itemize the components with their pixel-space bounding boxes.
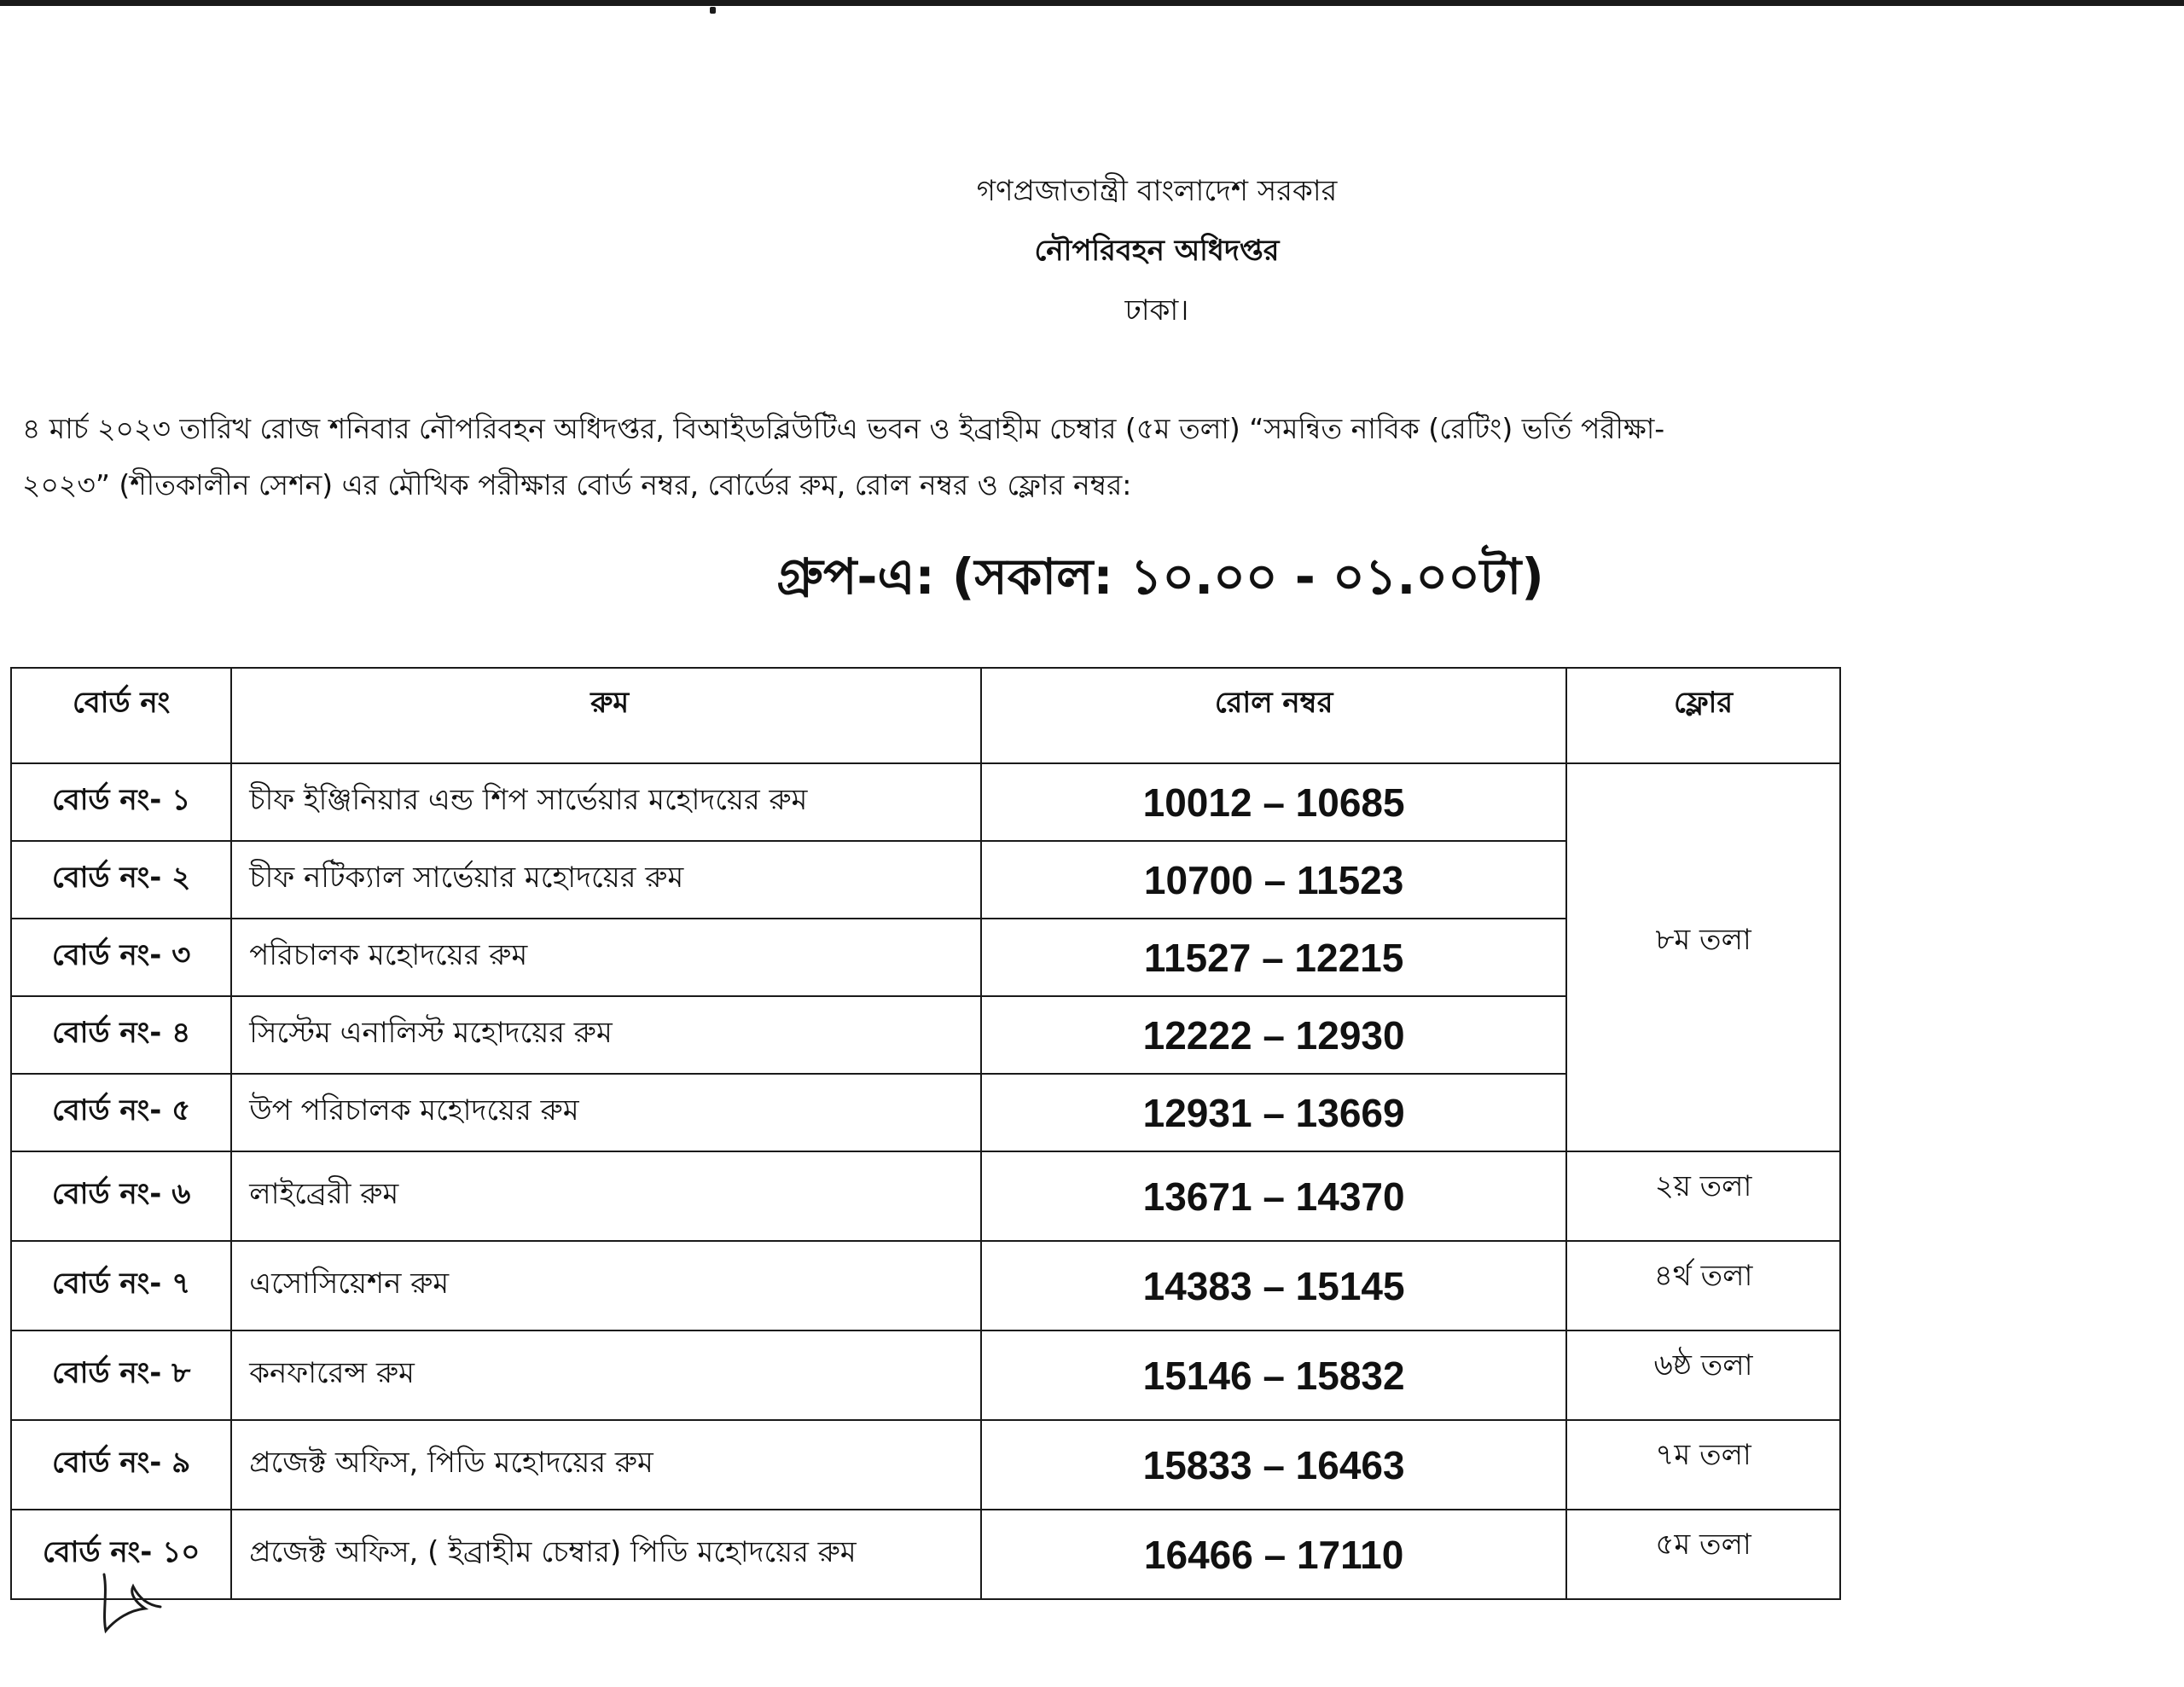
department-title: নৌপরিবহন অধিদপ্তর — [1034, 234, 1280, 268]
table-row — [11, 1510, 1840, 1599]
roll-cell: 13671 – 14370 — [981, 1151, 1566, 1241]
room-cell: প্রজেক্ট অফিস, ( ইব্রাহীম চেম্বার) পিডি মহোদয়ের রুম — [231, 1510, 981, 1599]
roll-cell: 12931 – 13669 — [981, 1074, 1566, 1151]
roll-cell: 16466 – 17110 — [981, 1510, 1566, 1599]
room-cell: সিস্টেম এনালিস্ট মহোদয়ের রুম — [231, 996, 981, 1074]
header-floor: ফ্লোর — [1566, 668, 1840, 763]
city-title: ঢাকা। — [1124, 293, 1189, 328]
board-cell: বোর্ড নং- ৪ — [11, 996, 231, 1074]
board-cell: বোর্ড নং- ৭ — [11, 1241, 231, 1330]
table-row — [11, 763, 1840, 841]
board-cell: বোর্ড নং- ১ — [11, 763, 231, 841]
room-cell: প্রজেক্ট অফিস, পিডি মহোদয়ের রুম — [231, 1420, 981, 1510]
board-cell: বোর্ড নং- ৬ — [11, 1151, 231, 1241]
government-title: গণপ্রজাতান্ত্রী বাংলাদেশ সরকার — [976, 174, 1338, 208]
table-row — [11, 1151, 1840, 1241]
top-border-line — [0, 0, 2184, 6]
room-cell: উপ পরিচালক মহোদয়ের রুম — [231, 1074, 981, 1151]
roll-cell: 10700 – 11523 — [981, 841, 1566, 919]
header-room: রুম — [231, 668, 981, 763]
table-row — [11, 1241, 1840, 1330]
table-row — [11, 1074, 1840, 1151]
floor-cell: ৬ষ্ঠ তলা — [1566, 1330, 1840, 1420]
floor-cell: ৭ম তলা — [1566, 1420, 1840, 1510]
room-cell: কনফারেন্স রুম — [231, 1330, 981, 1420]
room-cell: এসোসিয়েশন রুম — [231, 1241, 981, 1330]
room-cell: চীফ নটিক্যাল সার্ভেয়ার মহোদয়ের রুম — [231, 841, 981, 919]
intro-line-1: ৪ মার্চ ২০২৩ তারিখ রোজ শনিবার নৌপরিবহন অধিদপ্তর, বিআইডব্লিউটিএ ভবন ও ইব্রাহীম চেম্বার (৫ম তলা) “সমন্বিত নাবিক (রেটিং) ভর্তি পরীক্ষা- — [22, 412, 1665, 445]
room-cell: পরিচালক মহোদয়ের রুম — [231, 919, 981, 996]
floor-cell: ২য় তলা — [1566, 1151, 1840, 1241]
board-cell: বোর্ড নং- ৩ — [11, 919, 231, 996]
board-schedule-table — [10, 667, 1841, 1600]
roll-cell: 11527 – 12215 — [981, 919, 1566, 996]
roll-cell: 15146 – 15832 — [981, 1330, 1566, 1420]
floor-cell-merged: ৮ম তলা — [1566, 763, 1840, 1151]
table-row — [11, 996, 1840, 1074]
room-cell: লাইব্রেরী রুম — [231, 1151, 981, 1241]
signature-mark — [96, 1568, 167, 1636]
header-roll: রোল নম্বর — [981, 668, 1566, 763]
board-cell: বোর্ড নং- ৫ — [11, 1074, 231, 1151]
table-header-row — [11, 668, 1840, 763]
board-cell: বোর্ড নং- ২ — [11, 841, 231, 919]
board-cell: বোর্ড নং- ৯ — [11, 1420, 231, 1510]
table-row — [11, 841, 1840, 919]
roll-cell: 15833 – 16463 — [981, 1420, 1566, 1510]
floor-cell: ৫ম তলা — [1566, 1510, 1840, 1599]
group-heading: গ্রুপ-এ: (সকাল: ১০.০০ - ০১.০০টা) — [776, 548, 1544, 606]
room-cell: চীফ ইঞ্জিনিয়ার এন্ড শিপ সার্ভেয়ার মহোদয়ের রুম — [231, 763, 981, 841]
table-row — [11, 1330, 1840, 1420]
scan-speck — [710, 7, 716, 14]
header-board: বোর্ড নং — [11, 668, 231, 763]
intro-paragraph — [22, 401, 2044, 513]
board-cell: বোর্ড নং- ৮ — [11, 1330, 231, 1420]
table-row — [11, 919, 1840, 996]
board-cell: বোর্ড নং- ১০ — [11, 1510, 231, 1599]
roll-cell: 14383 – 15145 — [981, 1241, 1566, 1330]
roll-cell: 10012 – 10685 — [981, 763, 1566, 841]
roll-cell: 12222 – 12930 — [981, 996, 1566, 1074]
table-row — [11, 1420, 1840, 1510]
floor-cell: ৪র্থ তলা — [1566, 1241, 1840, 1330]
intro-line-2: ২০২৩” (শীতকালীন সেশন) এর মৌখিক পরীক্ষার বোর্ড নম্বর, বোর্ডের রুম, রোল নম্বর ও ফ্লোর নম্বর: — [22, 468, 1132, 501]
